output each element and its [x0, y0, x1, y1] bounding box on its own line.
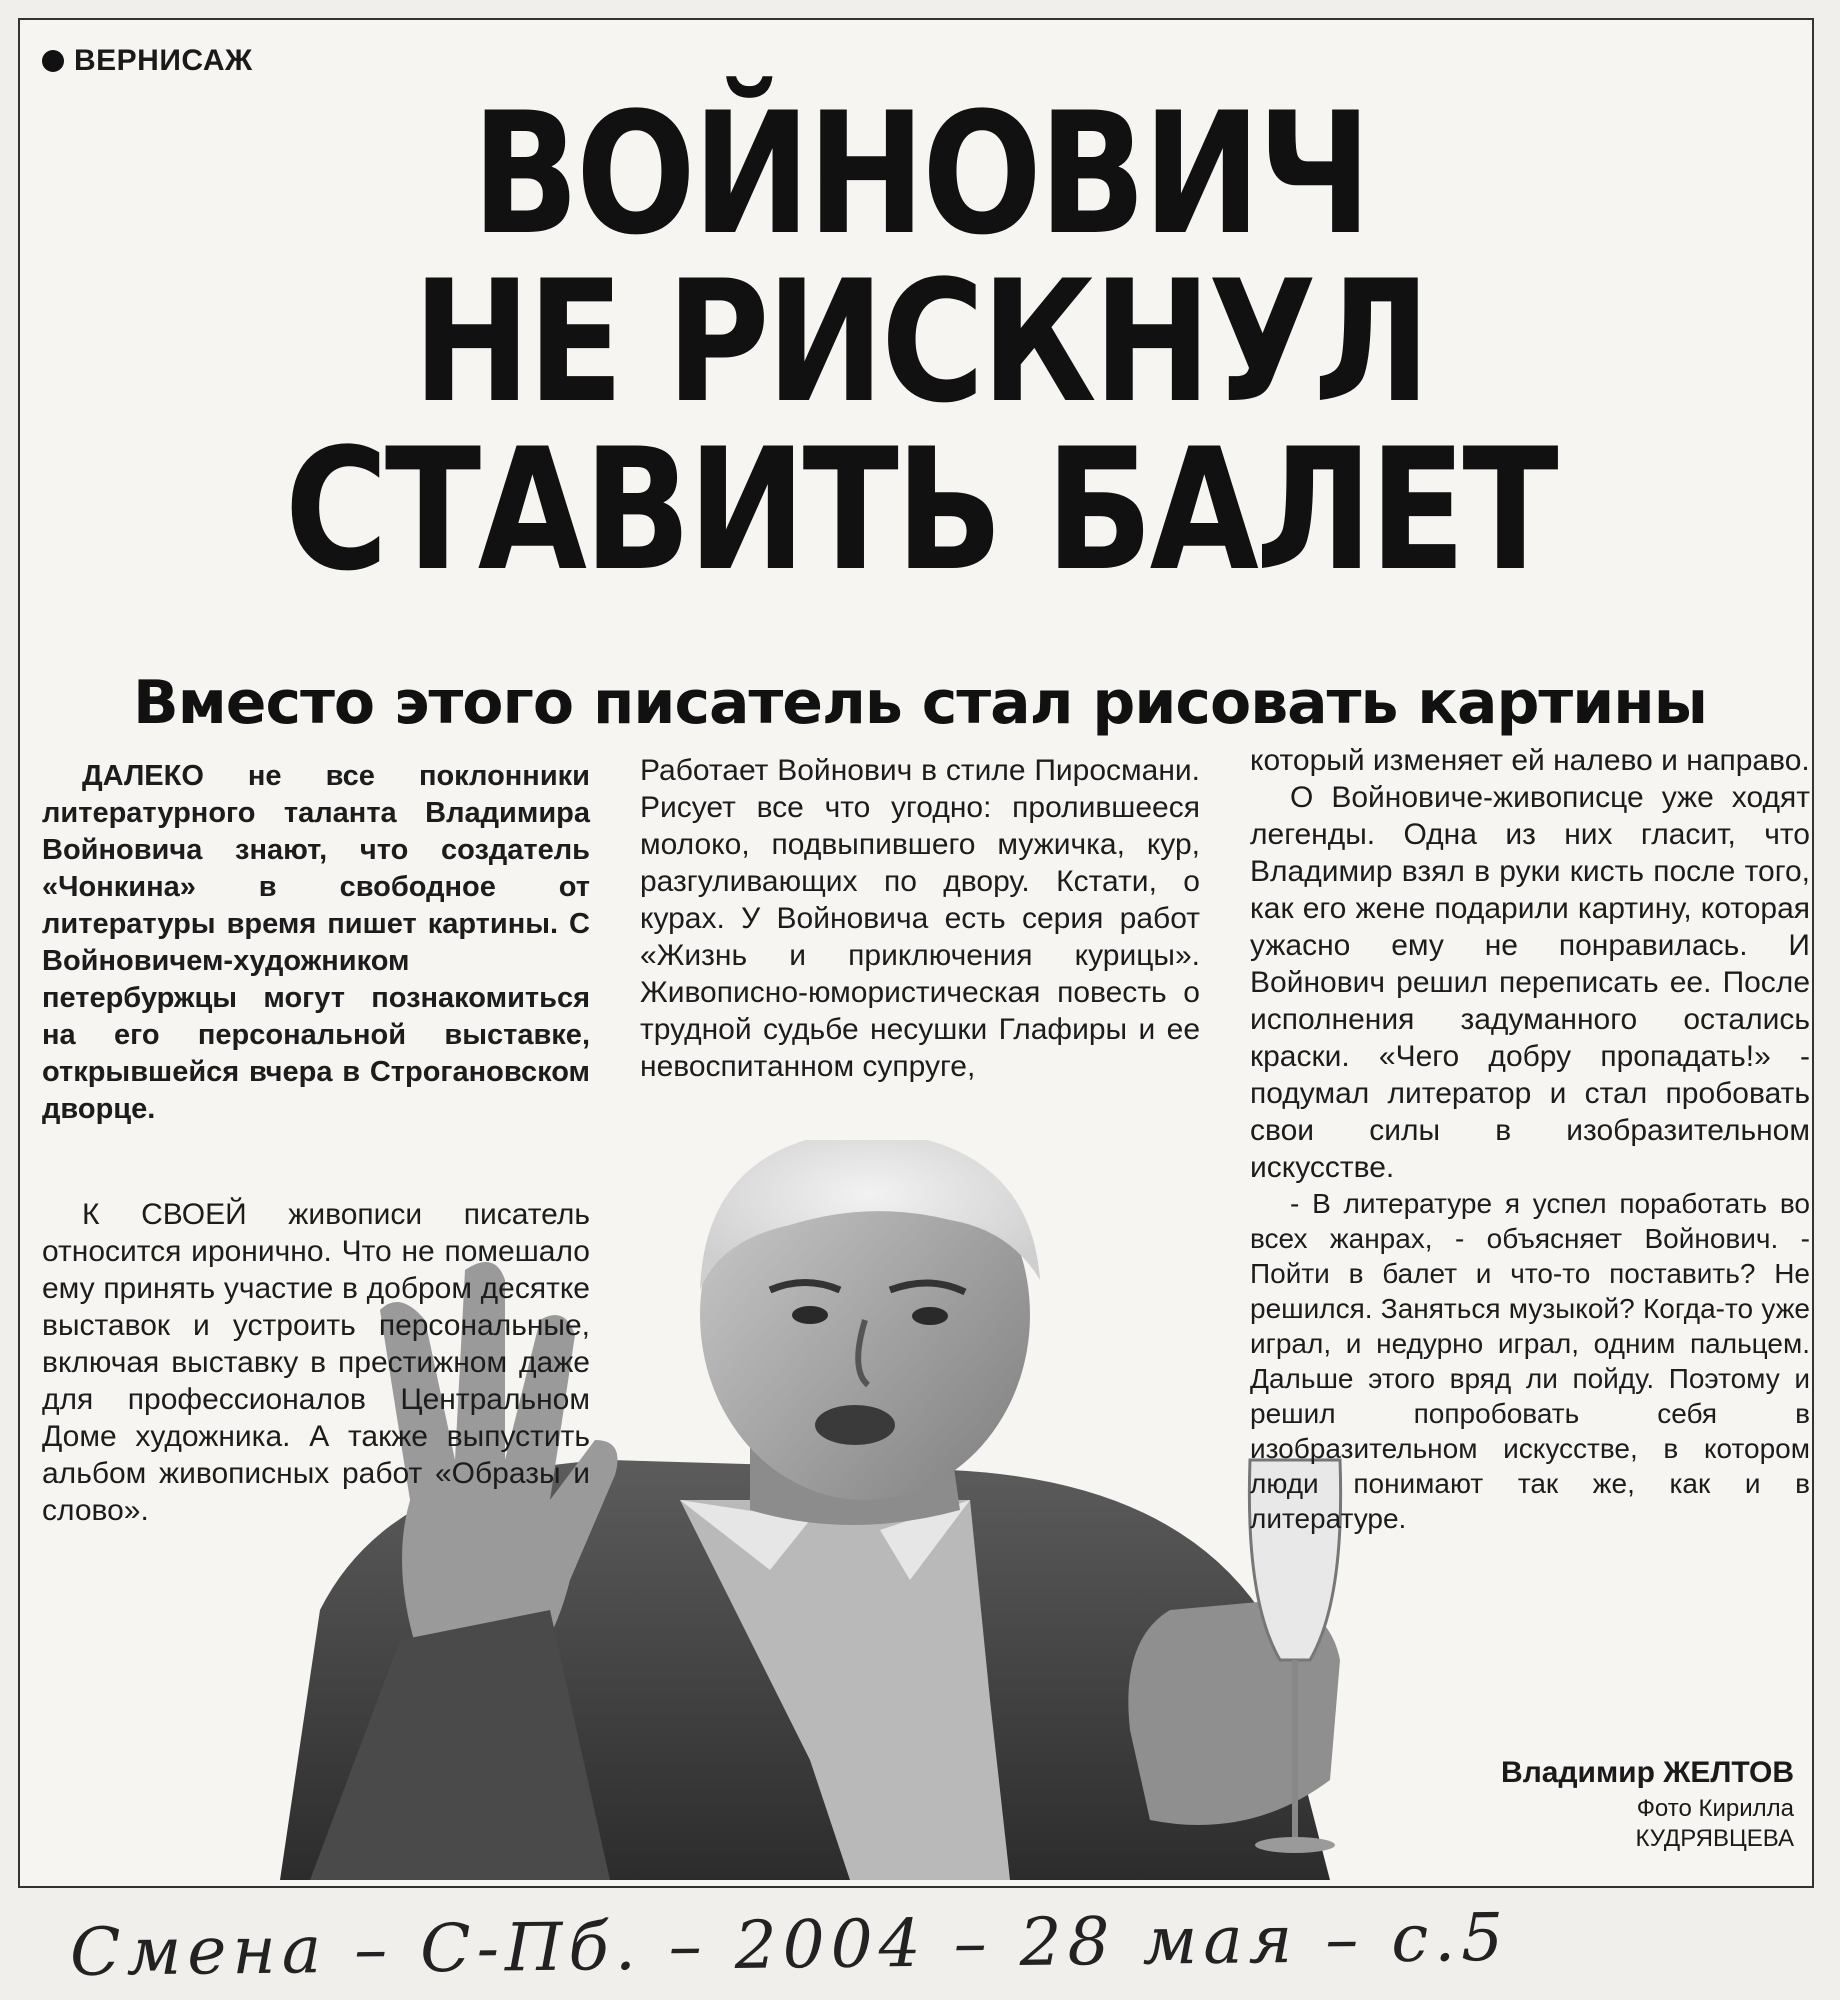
headline-line-3: СТАВИТЬ БАЛЕТ	[284, 412, 1556, 608]
author-byline: Владимир ЖЕЛТОВ	[1501, 1756, 1794, 1789]
photo-credit-line-1: Фото Кирилла	[1636, 1795, 1794, 1822]
headline	[147, 76, 1693, 608]
lead-paragraph	[42, 758, 590, 1128]
bullet-icon	[42, 50, 64, 72]
subheadline: Вместо этого писатель стал рисовать картины	[133, 668, 1707, 738]
body-column-2	[640, 752, 1200, 1085]
rubric-label: ВЕРНИСАЖ	[74, 44, 253, 77]
body-paragraph-2: Работает Войнович в стиле Пиросмани. Рисует все что угодно: пролившееся молоко, подвыпившего мужичка, кур, разгуливающих по двору. Кстати, о курах. У Войновича есть серия работ «Жизнь и приключения курицы». Живописно-юмористическая повесть о трудной судьбе несушки Глафиры и ее невоспитанном супруге,	[640, 754, 1200, 1083]
body-paragraph-5: - В литературе я успел поработать во всех жанрах, - объясняет Войнович. - Пойти в балет и что-то поставить? Не решился. Заняться музыкой? Когда-то уже играл, и недурно играл, одним пальцем. Дальше этого вряд ли пойду. Поэтому и решил попробовать себя в изобразительном искусстве, в котором люди понимают так же, как и в литературе.	[1250, 1188, 1810, 1534]
lead-text: ДАЛЕКО не все поклонники литературного таланта Владимира Войновича знают, что создатель «Чонкина» в свободное от литературы время пишет картины. С Войновичем-художником петербуржцы могут познакомиться на его персональной выставке, открывшейся вчера в Строгановском дворце.	[42, 760, 590, 1125]
body-column-3	[1250, 742, 1810, 1536]
rubric	[42, 44, 253, 78]
body-paragraph-4: О Войновиче-живописце уже ходят легенды. Одна из них гласит, что Владимир взял в руки кисть после того, как его жене подарили картину, которая ужасно ему не понравилась. И Войнович решил переписать ее. После исполнения задуманного остались краски. «Чего добру пропадать!» - подумал литератор и стал пробовать свои силы в изобразительном искусстве.	[1250, 781, 1810, 1184]
body-paragraph-3: который изменяет ей налево и направо.	[1250, 744, 1810, 777]
photo-credit	[1494, 1794, 1794, 1854]
body-paragraph-1: К СВОЕЙ живописи писатель относится иронично. Что не помешало ему принять участие в добром десятке выставок и устроить персональные, включая выставку в престижном даже для профессионалов Центральном Доме художника. А также выпустить альбом живописных работ «Образы и слово».	[42, 1198, 590, 1527]
handwritten-source-note: Смена – С-Пб. – 2004 – 28 мая – с.5	[69, 1898, 1510, 1991]
body-column-1	[42, 1196, 590, 1529]
photo-credit-line-2: КУДРЯВЦЕВА	[1635, 1825, 1794, 1852]
headline-line-2: НЕ РИСКНУЛ	[412, 244, 1428, 440]
headline-line-1: ВОЙНОВИЧ	[471, 76, 1369, 272]
